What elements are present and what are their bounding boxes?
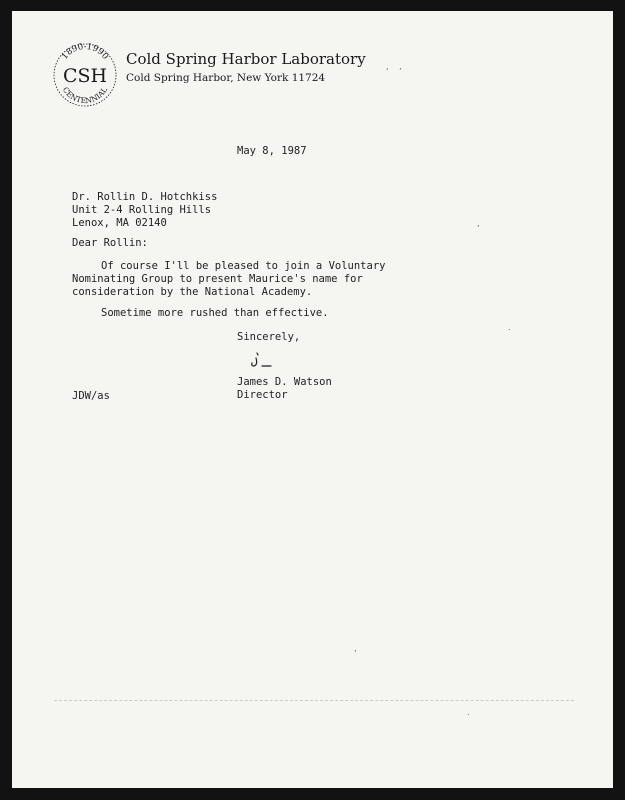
logo-initials: CSH xyxy=(62,65,108,87)
csh-centennial-logo xyxy=(52,42,118,108)
recipient-address xyxy=(72,191,217,230)
handwritten-signature xyxy=(245,349,275,371)
logo-years: 1890-1990 xyxy=(59,42,111,62)
svg-text:CENTENNIAL xyxy=(61,85,109,105)
logo-centennial: CENTENNIAL xyxy=(60,85,110,106)
body-paragraph-2: Sometime more rushed than effective. xyxy=(101,307,329,319)
letter-page xyxy=(12,11,613,788)
faint-fold-line xyxy=(54,700,574,701)
letter-date: May 8, 1987 xyxy=(237,145,307,157)
salutation: Dear Rollin: xyxy=(72,237,148,249)
paper-speck: ‘ xyxy=(386,67,389,76)
recipient-line: Dr. Rollin D. Hotchkiss xyxy=(72,191,218,203)
typist-initials: JDW/as xyxy=(72,390,110,402)
paper-speck: . xyxy=(508,323,511,332)
body-paragraph-1 xyxy=(72,260,385,299)
body-line: Nominating Group to present Maurice's name for xyxy=(72,273,363,285)
body-line: Of course I'll be pleased to join a Voluntary xyxy=(101,260,386,272)
paper-speck: ’ xyxy=(399,67,402,76)
signer-title: Director xyxy=(237,389,288,401)
body-line: consideration by the National Academy. xyxy=(72,286,313,298)
paper-speck: ’ xyxy=(354,649,357,658)
signer-name: James D. Watson xyxy=(237,376,332,388)
recipient-line: Lenox, MA 02140 xyxy=(72,217,167,229)
recipient-line: Unit 2-4 Rolling Hills xyxy=(72,204,212,216)
signature-block xyxy=(237,376,332,402)
institution-name: Cold Spring Harbor Laboratory xyxy=(126,50,366,68)
closing: Sincerely, xyxy=(237,331,301,343)
paper-speck: ’ xyxy=(477,224,480,233)
paper-speck: . xyxy=(467,708,470,717)
institution-address: Cold Spring Harbor, New York 11724 xyxy=(126,72,326,84)
svg-text:1890-1990 xyxy=(60,42,110,62)
